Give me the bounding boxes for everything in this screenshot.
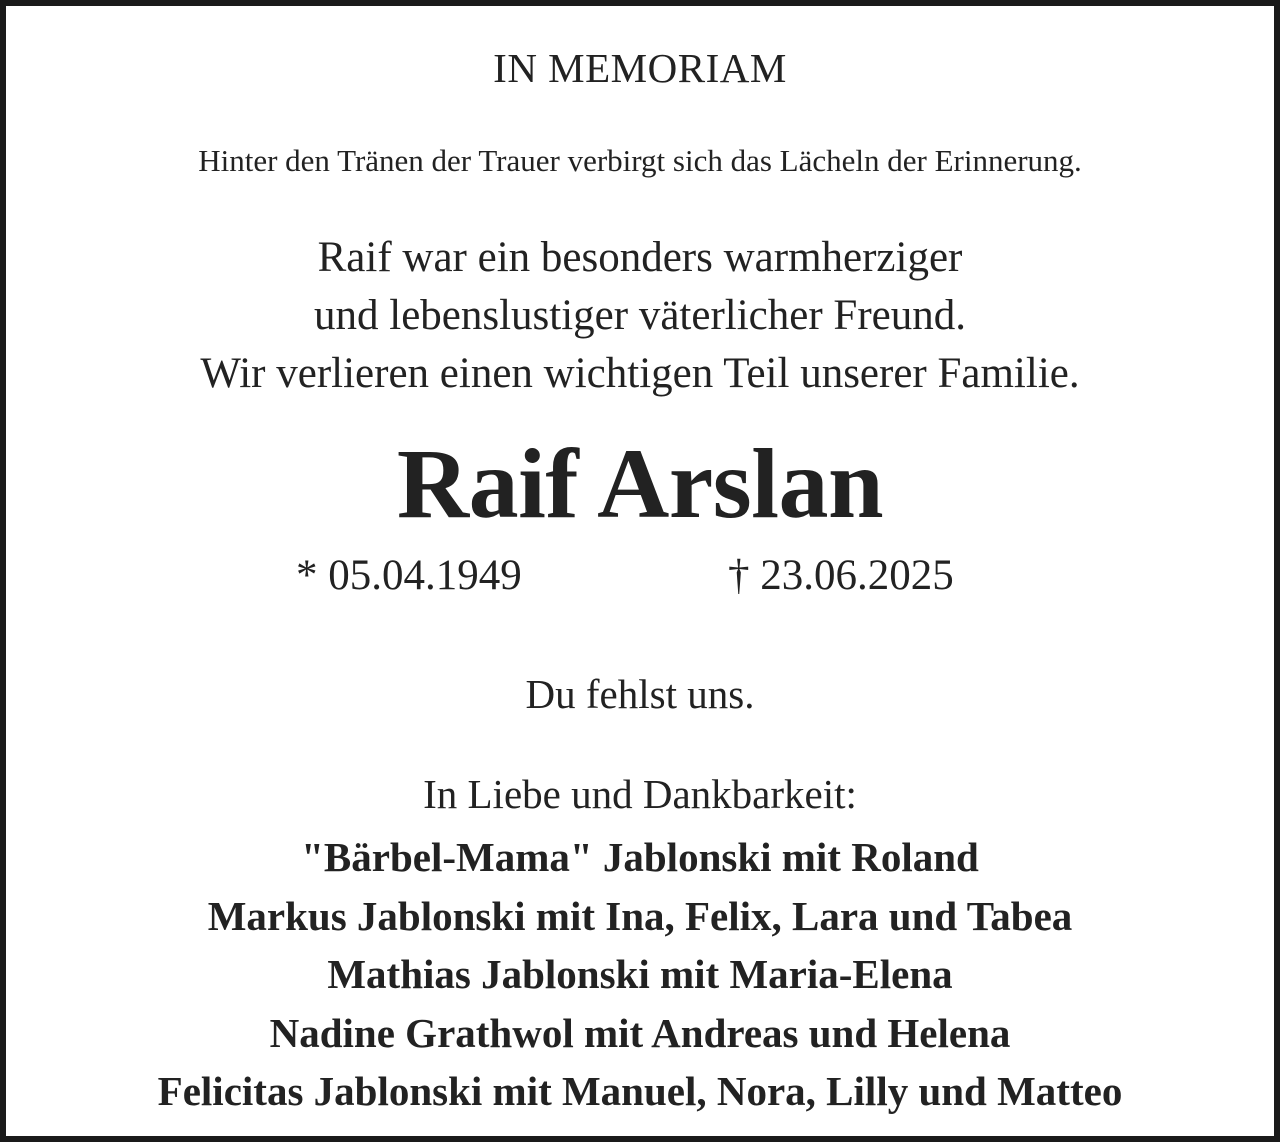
notice-heading: IN MEMORIAM (493, 45, 787, 91)
tribute-text (6, 229, 1274, 403)
life-dates (6, 554, 1274, 598)
tribute-line: und lebenslustiger väterlicher Freund. (314, 292, 966, 339)
tribute-line: Wir verlieren einen wichtigen Teil unserer Familie. (200, 350, 1080, 397)
memorial-motto: Hinter den Tränen der Trauer verbirgt sich das Lächeln der Erinnerung. (198, 143, 1082, 178)
thanks-label: In Liebe und Dankbarkeit: (423, 771, 857, 817)
mourner-entry: Felicitas Jablonski mit Manuel, Nora, Lilly und Matteo (157, 1068, 1123, 1114)
birth-date: * 05.04.1949 (296, 552, 522, 599)
deceased-name: Raif Arslan (396, 428, 884, 539)
mourner-entry: Markus Jablonski mit Ina, Felix, Lara und Tabea (207, 892, 1073, 939)
tribute-line: Raif war ein besonders warmherziger (317, 234, 963, 281)
mourner-entry: Nadine Grathwol mit Andreas und Helena (269, 1009, 1011, 1056)
mourner-entry: "Bärbel-Mama" Jablonski mit Roland (301, 834, 979, 880)
mourners-list (6, 828, 1274, 1121)
mourner-entry: Mathias Jablonski mit Maria-Elena (327, 951, 953, 997)
death-date: † 23.06.2025 (728, 552, 954, 599)
closing-line: Du fehlst uns. (525, 671, 755, 717)
